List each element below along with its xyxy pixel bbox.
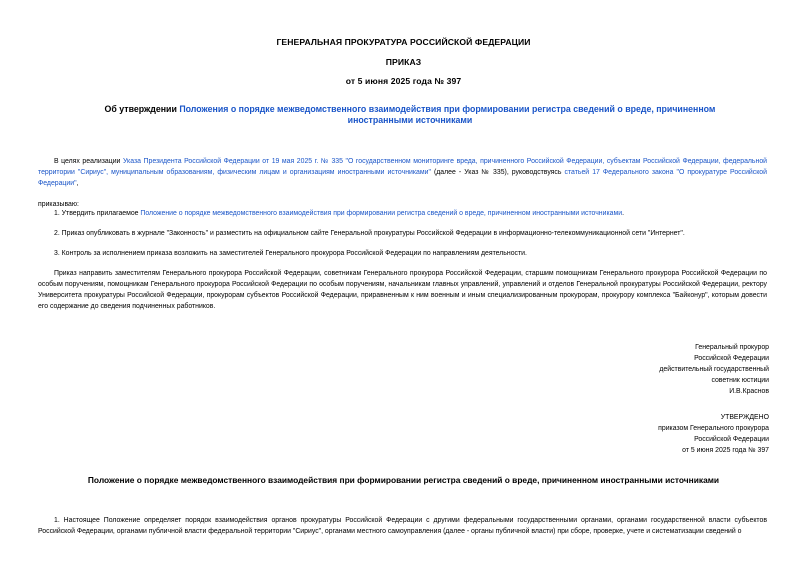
distribution-paragraph: Приказ направить заместителям Генерального прокурора Российской Федерации, советникам Генерального прокурора Российской Федерации, старшим помощникам Генерального прокурора Российской Федерации по особым поручениям, помощникам Генерального прокурора Российской Федерации по особым поручениям, начальникам главных управлений, управлений и отделов Генеральной прокуратуры Российской Федерации, ректору Университета прокуратуры Российской Федерации, прокурорам субъектов Российской Федерации, приравненным к ним военным и иным специализированным прокурорам, прокурору комплекса "Байконур", которым довести его содержание до сведения подчиненных работников. xyxy=(38,270,767,310)
approval-block xyxy=(569,412,769,456)
presidential-decree-link[interactable]: Указа Президента Российской Федерации от 19 мая 2025 г. № 335 "О государственном мониторинге вреда, причиненного Российской Федерации, субъектам Российской Федерации, федеральной территории "Сириус", муниципальным образованиям, физическим лицам и организациям иностранными источниками" xyxy=(38,158,767,176)
order-item-2: 2. Приказ опубликовать в журнале "Законность" и разместить на официальном сайте Генеральной прокуратуры Российской Федерации в информационно-телекоммуникационной сети "Интернет". xyxy=(54,230,685,237)
order-item-1 xyxy=(54,208,767,219)
order-word: приказываю: xyxy=(38,201,79,208)
regulation-link[interactable]: Положение о порядке межведомственного взаимодействия при формировании регистра сведений о вреде, причиненном иностранными источниками xyxy=(140,210,623,217)
federal-law-article-link[interactable]: статьей 17 Федерального закона "О прокуратуре Российской Федерации" xyxy=(38,169,767,187)
organization-header: ГЕНЕРАЛЬНАЯ ПРОКУРАТУРА РОССИЙСКОЙ ФЕДЕРАЦИИ xyxy=(276,37,531,47)
signature-line-2: Российской Федерации xyxy=(694,355,769,362)
order-item-1-prefix: 1. Утвердить прилагаемое xyxy=(54,210,141,217)
approval-line-3: Российской Федерации xyxy=(694,436,769,443)
document-title xyxy=(90,104,730,126)
document-type: ПРИКАЗ xyxy=(385,57,422,67)
order-item-3: 3. Контроль за исполнением приказа возложить на заместителей Генерального прокурора Российской Федерации по направлениям деятельности. xyxy=(54,250,527,257)
regulation-title: Положение о порядке межведомственного взаимодействия при формировании регистра сведений о вреде, причиненном иностранными источниками xyxy=(87,475,720,485)
intro-text-1: В целях реализации xyxy=(54,158,123,165)
document-date-number: от 5 июня 2025 года № 397 xyxy=(345,76,462,86)
signature-line-4: советник юстиции xyxy=(711,377,769,384)
regulation-title-link[interactable]: Положения о порядке межведомственного взаимодействия при формировании регистра сведений о вреде, причиненном иностранными источниками xyxy=(179,104,716,125)
approval-line-4: от 5 июня 2025 года № 397 xyxy=(682,447,769,454)
signature-line-3: действительный государственный xyxy=(659,366,769,373)
intro-text-2: (далее - Указ № 335), руководствуясь xyxy=(430,169,565,176)
approval-line-2: приказом Генерального прокурора xyxy=(658,425,769,432)
regulation-paragraph-1: 1. Настоящее Положение определяет порядок взаимодействия органов прокуратуры Российской Федерации с другими федеральными государственными органами, органами государственной власти субъектов Российской Федерации, органами публичной власти федеральной территории "Сириус", органами местного самоуправления (далее - органы публичной власти) при сборе, проверке, учете и систематизации сведений о xyxy=(38,517,767,535)
intro-paragraph xyxy=(38,156,767,189)
signature-block xyxy=(569,342,769,397)
intro-text-3: , xyxy=(76,180,79,187)
approval-line-1: УТВЕРЖДЕНО xyxy=(720,414,769,421)
signature-name: И.В.Краснов xyxy=(729,388,769,395)
document-title-prefix: Об утверждении xyxy=(104,104,180,114)
order-item-1-suffix: . xyxy=(622,210,624,217)
signature-line-1: Генеральный прокурор xyxy=(695,344,769,351)
